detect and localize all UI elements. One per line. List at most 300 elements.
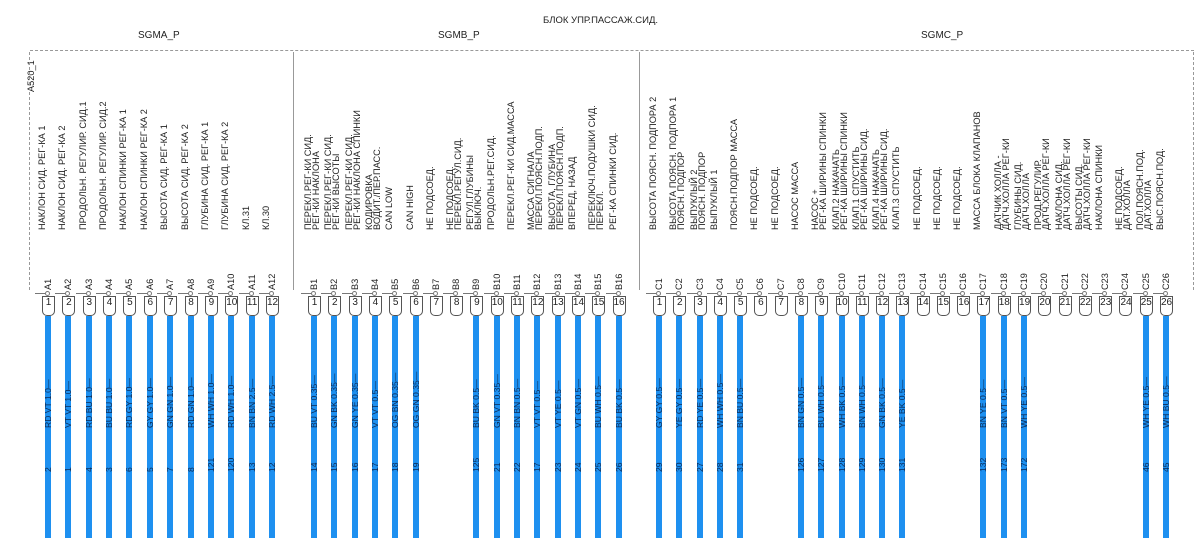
pin-description: ДАТЧИК ХОЛЛА - ДАТЧ.ХОЛЛА РЕГ-КИ xyxy=(992,138,1012,230)
pin-cavity[interactable]: 6 xyxy=(144,296,157,316)
wire-spec-label: BN GN 0.5— xyxy=(795,377,806,428)
pin-description: ВЫПУКЛЫЙ 1 xyxy=(708,169,719,230)
pin-id: C26 xyxy=(1161,273,1171,290)
pin-cavity[interactable]: 26 xyxy=(1160,296,1173,316)
circuit-number: 127 xyxy=(816,457,827,472)
pin-cavity[interactable]: 4 xyxy=(369,296,382,316)
wire-spec-label: VT VT 0.5— xyxy=(369,381,380,428)
pin-description: КЛАП.1 СПУСТИТЬ РЕГ-КА ШИРИНЫ СИД. xyxy=(850,128,870,230)
pin-description: НАКЛОНА СИД. ДАТЧ.ХОЛЛА РЕГ-КИ xyxy=(1053,138,1072,230)
circuit-number: 120 xyxy=(226,457,237,472)
pin-cavity[interactable]: 11 xyxy=(246,296,259,316)
pin-tick xyxy=(321,293,331,294)
pin-cavity[interactable]: 14 xyxy=(917,296,930,316)
pin-description: МАССА СИГНАЛА ПЕРЕКЛ.ПОЯСН.ПОДП. xyxy=(526,126,545,230)
pin-id: A9 xyxy=(205,278,216,290)
circuit-number: 17 xyxy=(369,462,380,472)
pin-description: НАКЛОН СИД. РЕГ-КА 2 xyxy=(57,125,68,230)
pin-cavity[interactable]: 8 xyxy=(450,296,463,316)
pin-description: ПОЯСН.ПОДПОР МАССА xyxy=(729,119,740,230)
pin-description: НАКЛОН СПИНКИ РЕГ-КА 2 xyxy=(138,109,149,230)
pin-id: A5 xyxy=(124,278,135,290)
pin-id: A7 xyxy=(165,278,176,290)
circuit-number: 129 xyxy=(856,457,867,472)
pin-description: РЕГ-КА СПИНКИ СИД. xyxy=(607,132,618,230)
wire-spec-label: VT VT 0.5— xyxy=(532,381,543,428)
pin-cavity[interactable]: 3 xyxy=(83,296,96,316)
pin-description: ВЫСОТЫ СИД. ДАТЧ.ХОЛЛА РЕГ-КИ xyxy=(1073,138,1093,230)
circuit-number: 31 xyxy=(735,462,746,472)
pin-cavity[interactable]: 13 xyxy=(552,296,565,316)
pin-description: НЕ ПОДСОЕД. xyxy=(952,166,963,230)
circuit-number: 21 xyxy=(491,462,502,472)
pin-id: A11 xyxy=(246,274,257,290)
pin-tick xyxy=(1052,293,1062,294)
pin-cavity[interactable]: 21 xyxy=(1059,296,1072,316)
pin-description: ПРОДОЛЬН. РЕГУЛИР. СИД.1 xyxy=(77,101,88,230)
wire-spec-label: WH BU 0.5— xyxy=(1161,376,1171,428)
wire-spec-label: WH WH 1.0— xyxy=(205,374,216,428)
circuit-number: 22 xyxy=(512,462,522,472)
pin-cavity[interactable]: 22 xyxy=(1079,296,1092,316)
pin-description: КЛАП.4 НАКАЧАТЬ РЕГ-КА ШИРИНЫ СИД. xyxy=(871,128,890,230)
pin-tick xyxy=(137,293,147,294)
wire-spec-label: VT YE 0.5— xyxy=(552,380,563,428)
wire-spec-label: RD BU 1.0— xyxy=(83,378,94,428)
pin-id: B8 xyxy=(451,278,462,290)
pin-id: C5 xyxy=(735,278,746,290)
pin-description: ГЛУБИНЫ СИД. ДАТЧ.ХОЛЛА xyxy=(1013,161,1032,230)
circuit-number: 15 xyxy=(329,462,340,472)
pin-description: ВЫПУКЛЫЙ 2 ПОЯСН. ПОДПОР xyxy=(688,151,707,230)
pin-cavity[interactable]: 20 xyxy=(1038,296,1051,316)
pin-tick xyxy=(788,293,798,294)
pin-description: ВЫСОТА, ГЛУБИНА ПЕРЕКЛ.ПОЯСН.ПОДП. xyxy=(546,126,565,230)
pin-tick xyxy=(382,293,392,294)
pin-description: ВПЕРЕД, НАЗАД xyxy=(566,156,577,230)
circuit-number: 5 xyxy=(144,467,155,472)
pin-description: ВЫСОТА ПОЯСН. ПОДПОРА 1 ПОЯСН. ПОДПОР xyxy=(668,96,687,230)
circuit-number: 7 xyxy=(165,467,176,472)
pin-tick xyxy=(463,293,473,294)
pin-cavity[interactable]: 9 xyxy=(815,296,828,316)
wire-spec-label: GN BK 0.35— xyxy=(329,373,340,428)
pin-description: ПРОД.РЕГУЛИР. ДАТЧ.ХОЛЛА РЕГ-КИ xyxy=(1033,138,1052,230)
pin-cavity[interactable]: 17 xyxy=(977,296,990,316)
pin-cavity[interactable]: 24 xyxy=(1119,296,1132,316)
pin-cavity[interactable]: 9 xyxy=(205,296,218,316)
pin-cavity[interactable]: 11 xyxy=(511,296,524,316)
pin-description: ПРОДОЛЬН.РЕГ.СИД. xyxy=(485,135,496,230)
wire-spec-label: BU BK 0.5— xyxy=(471,379,482,428)
pin-tick xyxy=(666,293,676,294)
pin-id: A6 xyxy=(144,278,155,290)
pin-id: B5 xyxy=(390,278,401,290)
pin-id: C6 xyxy=(755,278,766,290)
wire-spec-label: RD GN 1.0— xyxy=(185,377,196,428)
pin-tick xyxy=(829,293,839,294)
pin-tick xyxy=(524,293,534,294)
pin-id: C7 xyxy=(775,278,786,290)
pin-tick xyxy=(869,293,879,294)
pin-description: НАКЛОН СИД. РЕГ-КА 1 xyxy=(37,125,47,230)
wire-spec-label: BU VT 0.35— xyxy=(309,375,319,428)
circuit-number: 125 xyxy=(471,457,482,472)
pin-cavity[interactable]: 14 xyxy=(572,296,585,316)
pin-description: ПЕРЕКЛ.РЕГ-КИ СИД. РЕГ-КИ ВЫСОТЫ xyxy=(323,134,342,230)
pin-tick xyxy=(259,293,269,294)
pin-id: C17 xyxy=(978,273,989,290)
pin-tick xyxy=(1031,293,1041,294)
pin-id: B4 xyxy=(369,278,380,290)
wire-spec-label: BN BN 2.5— xyxy=(246,378,257,428)
pin-description: ВЫСОТА ПОЯСН. ПОДПОРА 2 xyxy=(648,96,658,230)
wire-spec-label: GN BK 0.5— xyxy=(877,378,888,428)
circuit-number: 126 xyxy=(795,457,806,472)
pin-id: C9 xyxy=(816,278,827,290)
pin-tick xyxy=(545,293,555,294)
pin-cavity[interactable]: 18 xyxy=(998,296,1011,316)
pin-cavity[interactable]: 15 xyxy=(937,296,950,316)
pin-id: B6 xyxy=(410,278,421,290)
pin-id: C12 xyxy=(877,273,888,290)
pin-tick xyxy=(646,293,656,294)
wire-spec-label: GN GN 1.0— xyxy=(165,376,176,428)
pin-id: A12 xyxy=(266,273,277,290)
circuit-number: 6 xyxy=(124,467,135,472)
pin-tick xyxy=(218,293,228,294)
pin-tick xyxy=(991,293,1001,294)
pin-id: C8 xyxy=(795,278,806,290)
wire-spec-label: OG BN 0.35— xyxy=(390,372,401,428)
pin-description: НЕ ПОДСОЕД. xyxy=(424,166,435,230)
wire-spec-label: GY GY 0.5— xyxy=(654,378,664,428)
pin-id: B10 xyxy=(491,273,502,290)
pin-description: КЛ.30 xyxy=(260,205,271,230)
wire-spec-label: BU BK 0.5— xyxy=(613,379,624,428)
pin-tick xyxy=(403,293,413,294)
pin-cavity[interactable]: 8 xyxy=(185,296,198,316)
pin-cavity[interactable]: 16 xyxy=(613,296,626,316)
pin-description: НАСОС + РЕГ-КА ШИРИНЫ СПИНКИ xyxy=(810,112,829,230)
pin-tick xyxy=(687,293,697,294)
pin-description: НЕ ПОДСОЕД. ПЕРЕКЛ.РЕГУЛ.СИД. xyxy=(445,137,464,230)
frame-right xyxy=(1193,52,1194,290)
circuit-number: 12 xyxy=(266,462,277,472)
wire-spec-label: VT GN 0.5— xyxy=(572,378,583,428)
pin-tick xyxy=(484,293,494,294)
pin-tick xyxy=(198,293,208,294)
pin-tick xyxy=(342,293,352,294)
circuit-number: 131 xyxy=(897,457,908,472)
circuit-number: 132 xyxy=(978,457,989,472)
pin-id: A4 xyxy=(104,278,115,290)
circuit-number: 3 xyxy=(104,467,115,472)
circuit-number: 46 xyxy=(1140,462,1151,472)
circuit-number: 14 xyxy=(309,462,319,472)
pin-cavity[interactable]: 5 xyxy=(123,296,136,316)
pin-cavity[interactable]: 1 xyxy=(308,296,321,316)
pin-id: B1 xyxy=(309,278,319,290)
pin-id: C19 xyxy=(1019,273,1030,290)
pin-description: НЕ ПОДСОЕД. xyxy=(911,166,922,230)
pin-cavity[interactable]: 16 xyxy=(957,296,970,316)
wire-spec-label: GY GY 1.0— xyxy=(144,378,155,428)
circuit-number: 28 xyxy=(714,462,725,472)
circuit-number: 173 xyxy=(998,457,1009,472)
circuit-number: 128 xyxy=(836,457,847,472)
connector-title: SGMC_P xyxy=(921,30,964,41)
pin-description: КОДИРОВКА ВОДИТ./ПЕР.ПАСС. xyxy=(363,146,383,230)
pin-cavity[interactable]: 4 xyxy=(103,296,116,316)
pin-id: C2 xyxy=(674,278,685,290)
pin-tick xyxy=(910,293,920,294)
pin-cavity[interactable]: 10 xyxy=(491,296,504,316)
pin-cavity[interactable]: 4 xyxy=(714,296,727,316)
pin-id: A1 xyxy=(43,278,53,290)
pin-tick xyxy=(96,293,106,294)
frame-left xyxy=(29,52,30,290)
wire-spec-label: RD YE 0.5— xyxy=(694,378,705,428)
pin-cavity[interactable]: 25 xyxy=(1140,296,1153,316)
pin-tick xyxy=(970,293,980,294)
pin-cavity[interactable]: 19 xyxy=(1018,296,1031,316)
pin-tick xyxy=(1112,293,1122,294)
pin-id: C22 xyxy=(1079,273,1090,290)
pin-id: C18 xyxy=(998,273,1009,290)
pin-tick xyxy=(1092,293,1102,294)
circuit-number: 25 xyxy=(593,462,604,472)
wire-spec-label: BU BU 1.0— xyxy=(104,378,115,428)
pin-description: КЛ.31 xyxy=(240,205,251,230)
pin-description: ВЫСОТА СИД. РЕГ-КА 1 xyxy=(159,124,170,230)
circuit-number: 1 xyxy=(63,467,74,472)
wire-spec-label: RD GY 1.0— xyxy=(124,378,135,428)
pin-description: МАССА БЛОКА КЛАПАНОВ xyxy=(972,111,983,230)
pin-tick xyxy=(1153,293,1163,294)
pin-tick xyxy=(606,293,616,294)
pin-id: B16 xyxy=(613,273,624,290)
pin-cavity[interactable]: 11 xyxy=(856,296,869,316)
pin-description: НЕ ПОДСОЕД. ДАТ.ХОЛЛА xyxy=(1114,166,1133,230)
pin-tick xyxy=(808,293,818,294)
pin-id: B7 xyxy=(430,278,441,290)
connector-title: SGMB_P xyxy=(438,30,480,41)
wire-spec-label: RD WH 2.5— xyxy=(266,375,277,428)
pin-cavity[interactable]: 13 xyxy=(896,296,909,316)
wire-spec-label: YE BK 0.5— xyxy=(897,379,908,428)
pin-id: B3 xyxy=(349,278,360,290)
pin-cavity[interactable]: 6 xyxy=(754,296,767,316)
pin-tick xyxy=(116,293,126,294)
pin-cavity[interactable]: 7 xyxy=(775,296,788,316)
pin-description: ПЕРЕКЛ.РЕГ-КИ СИД. РЕГ-КИ НАКЛОНА xyxy=(303,134,322,230)
pin-tick xyxy=(178,293,188,294)
circuit-number: 24 xyxy=(572,462,583,472)
pin-id: A3 xyxy=(83,278,94,290)
pin-tick xyxy=(76,293,86,294)
pin-id: C1 xyxy=(654,278,664,290)
pin-id: C10 xyxy=(836,273,847,290)
wire-spec-label: BN WH 0.5— xyxy=(856,376,867,428)
wire-spec-label: BN BU 0.5— xyxy=(735,378,746,428)
pin-cavity[interactable]: 1 xyxy=(653,296,666,316)
circuit-number: 45 xyxy=(1161,462,1171,472)
circuit-number: 121 xyxy=(205,457,216,472)
pin-description: НЕ ПОДСОЕД. xyxy=(931,166,942,230)
pin-id: B2 xyxy=(329,278,340,290)
pin-description: НАСОС МАССА xyxy=(789,161,800,230)
circuit-number: 13 xyxy=(246,462,257,472)
pin-id: B14 xyxy=(572,273,583,290)
component-id: A520_1 xyxy=(26,60,36,92)
pin-tick xyxy=(504,293,514,294)
pin-tick xyxy=(768,293,778,294)
pin-cavity[interactable]: 7 xyxy=(430,296,443,316)
pin-cavity[interactable]: 3 xyxy=(349,296,362,316)
divider-ab xyxy=(293,52,294,290)
pin-id: C21 xyxy=(1059,273,1070,290)
pin-cavity[interactable]: 7 xyxy=(164,296,177,316)
pin-description: ПОЛ.ПОЯСН.ПОД. ДАТ.ХОЛЛА xyxy=(1134,149,1154,230)
circuit-number: 130 xyxy=(877,457,888,472)
pin-tick xyxy=(423,293,433,294)
wire-spec-label: WH BK 0.5— xyxy=(836,376,847,428)
pin-cavity[interactable]: 9 xyxy=(470,296,483,316)
circuit-number: 27 xyxy=(694,462,705,472)
pin-tick xyxy=(362,293,372,294)
wire-spec-label: WH WH 0.5— xyxy=(714,374,725,428)
pin-cavity[interactable]: 1 xyxy=(42,296,55,316)
pin-id: C15 xyxy=(937,273,948,290)
divider-bc xyxy=(639,52,640,290)
pin-cavity[interactable]: 23 xyxy=(1099,296,1112,316)
circuit-number: 29 xyxy=(654,462,664,472)
pin-description: ГЛУБИНА СИД. РЕГ-КА 2 xyxy=(220,121,231,230)
wire-spec-label: GN YE 0.35— xyxy=(349,373,360,428)
pin-description: CAN LOW xyxy=(384,187,395,230)
pin-tick xyxy=(1011,293,1021,294)
pin-cavity[interactable]: 12 xyxy=(876,296,889,316)
wire-spec-label: GN VT 0.35— xyxy=(491,374,502,428)
pin-description: ВЫС.ПОЯСН.ПОД. xyxy=(1155,148,1165,230)
pin-description: РЕГУЛ.ГЛУБИНЫ ВЫКЛЮЧ. xyxy=(465,154,484,230)
pin-id: B15 xyxy=(593,273,604,290)
pin-id: C4 xyxy=(714,278,725,290)
pin-description: НАКЛОН СПИНКИ РЕГ-КА 1 xyxy=(118,109,129,230)
pin-cavity[interactable]: 2 xyxy=(62,296,75,316)
pin-tick xyxy=(157,293,167,294)
pin-tick xyxy=(55,293,65,294)
pin-description: КЛАП.2 НАКАЧАТЬ РЕГ-КА ШИРИНЫ СПИНКИ xyxy=(830,112,849,230)
pin-cavity[interactable]: 10 xyxy=(836,296,849,316)
wire-spec-label: BU WH 0.5— xyxy=(816,376,827,428)
pin-cavity[interactable]: 10 xyxy=(225,296,238,316)
pin-cavity[interactable]: 12 xyxy=(531,296,544,316)
pin-cavity[interactable]: 15 xyxy=(592,296,605,316)
pin-tick xyxy=(889,293,899,294)
pin-tick xyxy=(849,293,859,294)
wire-spec-label: BU WH 0.5— xyxy=(593,376,604,428)
wire-spec-label: BN VT 0.5— xyxy=(998,379,1009,428)
pin-id: B9 xyxy=(471,278,482,290)
pin-id: C24 xyxy=(1120,273,1131,290)
pin-cavity[interactable]: 3 xyxy=(694,296,707,316)
frame-top xyxy=(30,50,1194,51)
pin-tick xyxy=(930,293,940,294)
pin-description: НЕ ПОДСОЕД. xyxy=(749,166,760,230)
pin-description: ГЛУБИНА СИД. РЕГ-КА 1 xyxy=(199,121,210,230)
pin-description: ПЕРЕКЛЮЧ.ПОДУШКИ СИД. ПЕРЕКЛ. xyxy=(587,105,606,230)
wire-spec-label: WH YE 0.5— xyxy=(1019,377,1030,428)
wire-spec-label: RD WH 1.0— xyxy=(226,375,237,428)
circuit-number: 30 xyxy=(674,462,685,472)
pin-tick xyxy=(747,293,757,294)
connector-title: SGMA_P xyxy=(138,30,180,41)
pin-id: B11 xyxy=(512,274,522,290)
pin-tick xyxy=(1072,293,1082,294)
diagram-title: БЛОК УПР.ПАССАЖ.СИД. xyxy=(543,15,659,26)
pin-description: НЕ ПОДСОЕД. xyxy=(769,166,780,230)
pin-cavity[interactable]: 6 xyxy=(410,296,423,316)
pin-id: C14 xyxy=(917,273,928,290)
pin-id: C23 xyxy=(1100,273,1111,290)
pin-id: A8 xyxy=(185,278,196,290)
pin-tick xyxy=(565,293,575,294)
pin-cavity[interactable]: 2 xyxy=(328,296,341,316)
pin-description: ВЫСОТА СИД. РЕГ-КА 2 xyxy=(179,124,190,230)
pin-cavity[interactable]: 5 xyxy=(389,296,402,316)
pin-tick xyxy=(950,293,960,294)
wire-spec-label: BN BN 0.5— xyxy=(512,378,522,428)
circuit-number: 17 xyxy=(532,462,543,472)
circuit-number: 8 xyxy=(185,467,196,472)
circuit-number: 26 xyxy=(613,462,624,472)
pin-cavity[interactable]: 5 xyxy=(734,296,747,316)
wire-spec-label: VT VT 1.0— xyxy=(63,381,74,428)
pin-id: B12 xyxy=(532,273,543,290)
pin-tick xyxy=(1133,293,1143,294)
pin-description: ПЕРЕКЛ.РЕГ-КИ СИД. РЕГ-КИ НАКЛОНА СПИНКИ xyxy=(343,110,362,230)
pin-id: B13 xyxy=(552,273,563,290)
circuit-number: 172 xyxy=(1019,457,1030,472)
pin-tick xyxy=(585,293,595,294)
wire-spec-label: BN YE 0.5— xyxy=(978,379,989,428)
pin-description: ПРОДОЛЬН. РЕГУЛИР. СИД.2 xyxy=(98,101,109,230)
wire-spec-label: RD VT 1.0— xyxy=(43,379,53,428)
pin-id: C11 xyxy=(856,273,867,290)
circuit-number: 23 xyxy=(552,462,563,472)
wire-spec-label: YE GY 0.5— xyxy=(674,378,685,428)
pin-description: ПЕРЕКЛ.РЕГ-КИ СИД.МАССА xyxy=(506,101,516,230)
pin-description: НАКЛОНА СПИНКИ xyxy=(1094,144,1105,230)
pin-tick xyxy=(35,293,45,294)
wire-spec-label: OG GN 0.35— xyxy=(410,371,421,428)
pin-cavity[interactable]: 8 xyxy=(795,296,808,316)
pin-tick xyxy=(443,293,453,294)
wire-spec-label: WH YE 0.5— xyxy=(1140,377,1151,428)
pin-id: C20 xyxy=(1039,273,1050,290)
pin-cavity[interactable]: 2 xyxy=(673,296,686,316)
pin-tick xyxy=(727,293,737,294)
pin-tick xyxy=(239,293,249,294)
pin-description: CAN HIGH xyxy=(404,185,415,230)
pin-cavity[interactable]: 12 xyxy=(266,296,279,316)
circuit-number: 16 xyxy=(349,462,360,472)
pin-id: C25 xyxy=(1140,273,1151,290)
pin-id: A2 xyxy=(63,278,74,290)
pin-tick xyxy=(301,293,311,294)
